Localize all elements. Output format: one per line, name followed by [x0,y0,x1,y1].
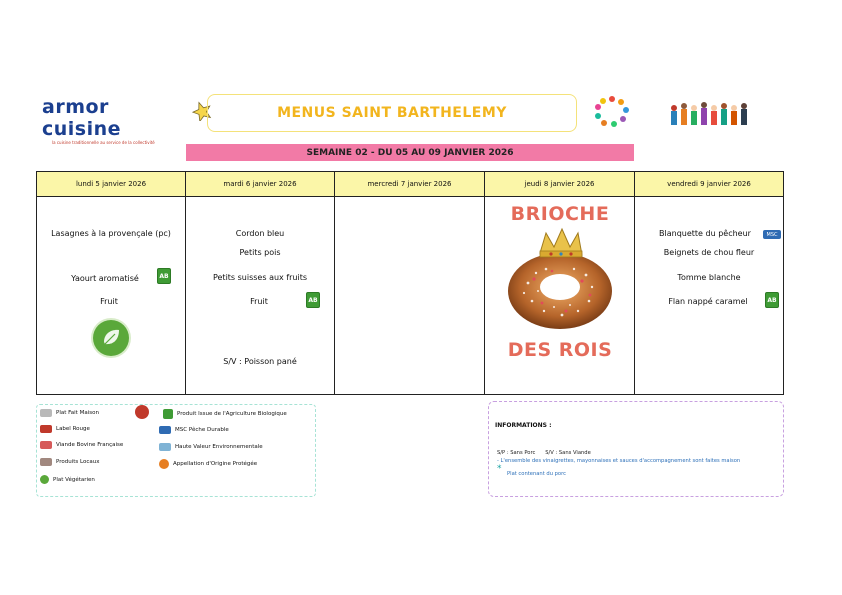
msc-fish-icon [159,426,171,434]
strawberry-icon [135,405,149,419]
logo [42,96,182,146]
dish-item: Petits suisses aux fruits [212,273,308,282]
label-rouge-icon [40,425,52,433]
info-title: INFORMATIONS : [495,422,552,429]
week-label: SEMAINE 02 - DU 05 AU 09 JANVIER 2026 [306,147,514,158]
legend-item [159,443,263,451]
page-title: MENUS SAINT BARTHELEMY [277,105,507,121]
day-header-tuesday: mardi 6 janvier 2026 [186,172,335,197]
legend-label: Produits Locaux [56,459,100,465]
day-column-tuesday [186,197,335,394]
legend-label: Plat Végétarien [53,476,95,483]
legend-item [40,458,99,466]
legend-item [40,425,90,433]
dish-item: Beignets de chou fleur [663,248,755,257]
info-pork-note: Plat contenant du porc [507,471,566,477]
legend-box [36,404,316,497]
dish-item: Blanquette du pêcheur [659,229,751,238]
dish-item: Flan nappé caramel [668,297,748,306]
dish-item: Tomme blanche [677,273,741,282]
dish-item: S/V : Poisson pané [223,357,297,366]
day-header-monday: lundi 5 janvier 2026 [37,172,186,197]
chef-hat-icon [40,409,52,417]
legend-item [40,409,99,417]
bio-ab-icon: AB [765,292,779,308]
dish-item: Fruit [100,297,118,306]
legend-item [163,409,287,419]
menu-title-box [207,94,577,132]
legend-label: Produit Issue de l'Agriculture Biologique [177,411,287,417]
info-abbreviations: S/P : Sans Porc S/V : Sans Viande [497,450,591,456]
dish-item: Cordon bleu [235,229,285,238]
pork-star-icon: * [497,464,502,474]
local-products-icon [40,458,52,466]
msc-fish-icon: MSC [763,230,781,239]
galette-des-rois-image [494,203,626,359]
vegetarian-leaf-icon [93,320,129,356]
french-beef-icon [40,441,52,449]
children-circle-image [590,94,634,130]
information-box [488,401,784,497]
legend-label: Viande Bovine Française [56,442,124,448]
day-header-wednesday: mercredi 7 janvier 2026 [335,172,485,197]
aop-icon [159,459,169,469]
dish-item: Fruit [250,297,268,306]
dish-item: Yaourt aromatisé [71,274,139,283]
day-column-friday [635,197,783,394]
legend-label: MSC Pêche Durable [175,427,229,433]
day-column-wednesday [335,197,485,394]
day-column-thursday [485,197,635,394]
day-header-thursday: jeudi 8 janvier 2026 [485,172,635,197]
bio-ab-icon [163,409,173,419]
dish-item: Lasagnes à la provençale (pc) [51,229,171,238]
legend-item [159,426,229,434]
brioche-title-top: BRIOCHE [510,203,610,225]
vegetarian-icon [40,475,49,484]
day-column-monday [37,197,186,394]
logo-tagline: la cuisine traditionnelle au service de la collectivité [52,140,155,145]
info-homemade-note: - L'ensemble des vinaigrettes, mayonnaises et sauces d'accompagnement sont faites maison [497,458,741,464]
dish-item: Petits pois [239,248,281,257]
bio-ab-icon: AB [306,292,320,308]
day-header-friday: vendredi 9 janvier 2026 [635,172,783,197]
legend-item [159,459,257,469]
bio-ab-icon: AB [157,268,171,284]
legend-label: Haute Valeur Environnementale [175,444,263,450]
menu-table [36,171,784,395]
week-banner [186,144,634,161]
legend-item [40,441,123,449]
crowd-image [666,96,750,132]
legend-item [40,475,95,484]
legend-label: Label Rouge [56,426,90,432]
logo-name: armor cuisine [42,96,122,140]
brioche-title-bottom: DES ROIS [507,339,613,361]
legend-label: Plat Fait Maison [56,410,99,416]
hve-icon [159,443,171,451]
legend-label: Appellation d'Origine Protégée [173,461,258,467]
legend-item [135,405,149,419]
